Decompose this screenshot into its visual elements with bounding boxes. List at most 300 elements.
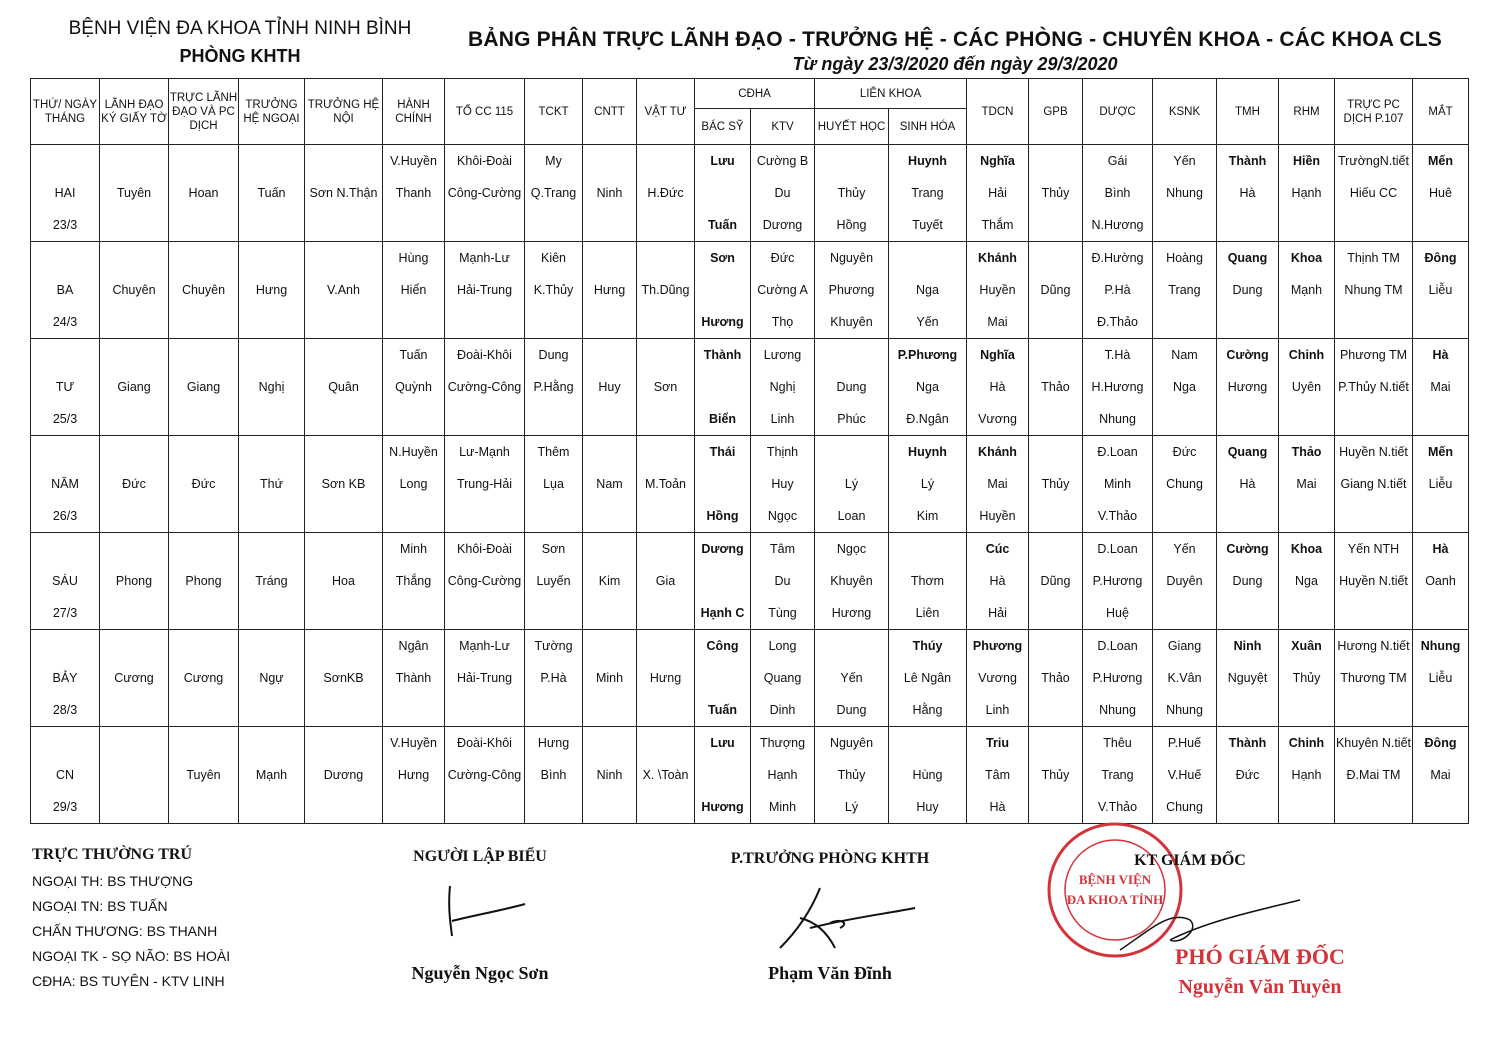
cell-name: Hùng — [912, 768, 943, 782]
cell-name: Thêm — [537, 445, 570, 459]
cell-name: Khánh — [978, 251, 1017, 265]
cell-name: Dung — [836, 380, 867, 394]
deputy-block — [1150, 944, 1370, 999]
cell-name — [695, 375, 750, 399]
cell-name: Liễu — [1428, 283, 1453, 297]
cell-name: Chinh — [1288, 348, 1325, 362]
table-cell — [1029, 436, 1083, 533]
cell-name — [169, 310, 238, 334]
cell-name — [637, 246, 694, 270]
cell-name: Khuyên N.tiết — [1335, 736, 1412, 750]
cell-name: Phúc — [837, 412, 866, 426]
cell-name: Quân — [328, 380, 359, 394]
spacer — [31, 149, 99, 173]
cell-name: Yến NTH — [1347, 542, 1400, 556]
col-bac-sy: BÁC SỸ — [695, 109, 751, 145]
cell-name — [305, 698, 382, 722]
table-cell — [889, 436, 967, 533]
table-cell — [1413, 533, 1469, 630]
col-ksnk: KSNK — [1153, 79, 1217, 145]
table-cell — [1335, 630, 1413, 727]
cell-name: X. \Toàn — [642, 768, 689, 782]
cell-name: Cường — [1226, 542, 1269, 556]
cell-name — [583, 310, 636, 334]
cell-name: Q.Trang — [530, 186, 577, 200]
cell-name: Hải-Trung — [456, 671, 513, 685]
cell-name — [305, 634, 382, 658]
cell-name: Huyền N.tiết — [1339, 574, 1408, 588]
cell-name — [100, 343, 168, 367]
cell-name: Ngân — [398, 639, 429, 653]
cell-name — [637, 634, 694, 658]
table-cell — [1083, 436, 1153, 533]
cell-name — [305, 246, 382, 270]
cell-name: Nhung — [1099, 703, 1136, 717]
cell-name: Sơn — [653, 380, 678, 394]
table-cell — [583, 727, 637, 824]
cell-name: Khôi-Đoài — [457, 542, 512, 556]
cell-name: Hà — [1239, 186, 1256, 200]
cell-name — [445, 601, 524, 625]
cell-name: Gia — [655, 574, 676, 588]
cell-name: Hương — [701, 315, 744, 329]
cell-name — [695, 181, 750, 205]
table-cell — [583, 533, 637, 630]
cell-name: Nhung — [1166, 186, 1203, 200]
day-day: NĂM — [51, 477, 79, 491]
cell-name: Hà — [1432, 348, 1449, 362]
table-cell — [695, 242, 751, 339]
cell-name — [1413, 310, 1468, 334]
cell-name: K.Thủy — [533, 283, 574, 297]
cell-name: Phương — [828, 283, 875, 297]
table-cell — [305, 339, 383, 436]
cell-name: Hương — [831, 606, 872, 620]
cell-name: Thảo — [1041, 380, 1070, 394]
cell-name: Hạnh — [1291, 186, 1322, 200]
cell-name — [1029, 149, 1082, 173]
cell-name — [1029, 246, 1082, 270]
cell-name: Hà — [989, 380, 1006, 394]
cell-name: Đ.Hường — [1091, 251, 1144, 265]
table-cell — [583, 145, 637, 242]
table-cell — [445, 436, 525, 533]
resident-duty-item: CĐHA: BS TUYÊN - KTV LINH — [32, 973, 225, 989]
table-cell — [637, 630, 695, 727]
cell-name: Huệ — [1106, 606, 1129, 620]
table-cell — [751, 436, 815, 533]
cell-name — [1279, 698, 1334, 722]
cell-name: Tâm — [770, 542, 795, 556]
table-cell — [1413, 339, 1469, 436]
svg-text:ĐA KHOA TỈNH: ĐA KHOA TỈNH — [1066, 892, 1164, 907]
cell-name: Cường — [1226, 348, 1269, 362]
table-cell — [1279, 533, 1335, 630]
cell-name — [100, 504, 168, 528]
cell-name — [1335, 310, 1412, 334]
cell-name: Thảo — [1041, 671, 1070, 685]
cell-name: Thanh — [395, 186, 432, 200]
cell-name: Sơn — [710, 251, 735, 265]
table-cell — [239, 533, 305, 630]
cell-name: Thành — [1228, 154, 1267, 168]
cell-name — [100, 537, 168, 561]
cell-name: Hương — [701, 800, 744, 814]
table-cell — [583, 630, 637, 727]
cell-name: Mai — [1296, 477, 1317, 491]
cell-name: Hương — [1227, 380, 1268, 394]
table-cell — [637, 242, 695, 339]
cell-name: Thượng — [759, 736, 806, 750]
cell-name: Loan — [837, 509, 866, 523]
cell-name: Lương — [763, 348, 802, 362]
cell-name: Cường-Công — [447, 380, 522, 394]
day-day: SÁU — [52, 574, 78, 588]
table-cell — [525, 436, 583, 533]
date-range: Từ ngày 23/3/2020 đến ngày 29/3/2020 — [792, 54, 1118, 74]
cell-name — [169, 246, 238, 270]
table-cell — [239, 630, 305, 727]
col-ktv: KTV — [751, 109, 815, 145]
cell-name: Xuân — [1291, 639, 1322, 653]
cell-name — [239, 407, 304, 431]
day-date: 24/3 — [52, 315, 78, 329]
cell-name: Đ.Ngân — [906, 412, 949, 426]
cell-name — [239, 634, 304, 658]
cell-name: Hạnh — [1291, 768, 1322, 782]
table-cell — [751, 145, 815, 242]
cell-name: D.Loan — [1097, 639, 1138, 653]
cell-name: Lư-Mạnh — [459, 445, 510, 459]
cell-name — [383, 407, 444, 431]
cell-name: Mai — [1430, 380, 1451, 394]
col-duoc: DƯỢC — [1083, 79, 1153, 145]
cell-name — [1279, 213, 1334, 237]
svg-text:BỆNH VIỆN: BỆNH VIỆN — [1078, 872, 1152, 887]
vice-head-signature — [740, 868, 920, 958]
cell-name — [383, 504, 444, 528]
maker-signature-block — [390, 848, 570, 984]
col-day: THỨ/ NGÀY THÁNG — [31, 79, 100, 145]
cell-name: Thịnh — [766, 445, 799, 459]
cell-name: Uyên — [1291, 380, 1322, 394]
table-cell — [751, 242, 815, 339]
cell-name: P.Phương — [897, 348, 958, 362]
cell-name — [637, 407, 694, 431]
table-cell — [383, 436, 445, 533]
cell-name — [637, 213, 694, 237]
cell-name — [169, 731, 238, 755]
cell-name: Vương — [978, 412, 1017, 426]
cell-name — [583, 537, 636, 561]
cell-name: V.Anh — [327, 283, 360, 297]
day-date: 27/3 — [52, 606, 78, 620]
cell-name: Phong — [115, 574, 153, 588]
table-cell — [1217, 727, 1279, 824]
cell-name — [239, 440, 304, 464]
table-cell — [1217, 242, 1279, 339]
cell-name — [445, 698, 524, 722]
spacer — [31, 246, 99, 270]
table-cell — [815, 242, 889, 339]
cell-name: Gái — [1107, 154, 1128, 168]
cell-name: Huy — [598, 380, 621, 394]
col-tckt: TCKT — [525, 79, 583, 145]
cell-name: V.Huyền — [390, 736, 437, 750]
cell-name — [383, 601, 444, 625]
cell-name — [305, 504, 382, 528]
table-cell — [100, 533, 169, 630]
table-row — [31, 630, 1469, 727]
cell-name — [100, 634, 168, 658]
cell-name: Đức — [1172, 445, 1197, 459]
roster-body — [31, 145, 1469, 824]
cell-name — [1029, 343, 1082, 367]
cell-name: Du — [774, 186, 791, 200]
cell-name — [169, 440, 238, 464]
col-to-cc: TỔ CC 115 — [445, 79, 525, 145]
director-prefix: KT — [1134, 852, 1157, 869]
col-truong-he-ngoai: TRƯỞNG HỆ NGOẠI — [239, 79, 305, 145]
table-cell — [239, 339, 305, 436]
cell-name — [239, 537, 304, 561]
cell-name: Mai — [1430, 768, 1451, 782]
table-cell — [1217, 145, 1279, 242]
cell-name — [383, 310, 444, 334]
cell-name: Đức — [1235, 768, 1260, 782]
cell-name — [169, 601, 238, 625]
cell-name: Hiền — [1292, 154, 1321, 168]
cell-name — [695, 472, 750, 496]
cell-name: Thành — [1228, 736, 1267, 750]
cell-name: Hà — [1432, 542, 1449, 556]
table-cell — [695, 533, 751, 630]
cell-name — [695, 569, 750, 593]
table-cell — [169, 242, 239, 339]
cell-name: Tuyên — [186, 768, 221, 782]
cell-name: V.Thảo — [1097, 509, 1138, 523]
cell-name — [695, 666, 750, 690]
cell-name: Dũng — [1040, 574, 1071, 588]
cell-name: Nghị — [258, 380, 285, 394]
cell-name: Đức — [122, 477, 146, 491]
table-cell — [169, 436, 239, 533]
cell-name — [1153, 407, 1216, 431]
cell-name: Lê Ngân — [903, 671, 952, 685]
cell-name — [583, 504, 636, 528]
cell-name: Ngự — [259, 671, 284, 685]
table-cell — [1335, 727, 1413, 824]
cell-name: Hiển — [400, 283, 427, 297]
cell-name: Oanh — [1425, 574, 1456, 588]
cell-name: Dung — [1232, 574, 1263, 588]
cell-name: Chuyên — [181, 283, 226, 297]
cell-name: D.Loan — [1097, 542, 1138, 556]
cell-name: Sơn N.Thận — [309, 186, 378, 200]
cell-name: Huy — [771, 477, 794, 491]
table-cell — [583, 242, 637, 339]
cell-name — [815, 440, 888, 464]
cell-name: Hạnh C — [700, 606, 745, 620]
table-cell — [445, 533, 525, 630]
cell-name: Trang — [1101, 768, 1134, 782]
cell-name: Đông — [1424, 251, 1457, 265]
cell-name — [583, 795, 636, 819]
col-huyet-hoc: HUYẾT HỌC — [815, 109, 889, 145]
cell-name: Hưng — [593, 283, 626, 297]
col-truong-he-noi: TRƯỞNG HỆ NỘI — [305, 79, 383, 145]
cell-name — [1029, 310, 1082, 334]
cell-name — [305, 731, 382, 755]
cell-name — [889, 731, 966, 755]
cell-name: Đông — [1424, 736, 1457, 750]
table-cell — [239, 727, 305, 824]
cell-name: Đức — [191, 477, 216, 491]
department-name: PHÒNG KHTH — [179, 46, 301, 66]
table-cell — [445, 339, 525, 436]
cell-name: Nam — [596, 477, 623, 491]
cell-name — [695, 763, 750, 787]
table-cell — [305, 145, 383, 242]
cell-name: H.Đức — [647, 186, 684, 200]
cell-name: Khuyên — [830, 315, 873, 329]
cell-name: Bình — [540, 768, 567, 782]
table-cell — [1083, 630, 1153, 727]
day-day: TƯ — [55, 380, 75, 394]
table-cell — [815, 436, 889, 533]
cell-name: Hưng — [397, 768, 430, 782]
cell-name: Nhung — [1166, 703, 1203, 717]
cell-name — [525, 407, 582, 431]
table-cell — [1083, 242, 1153, 339]
table-cell — [751, 533, 815, 630]
table-cell — [169, 727, 239, 824]
cell-name: Tuấn — [257, 186, 286, 200]
cell-name — [305, 213, 382, 237]
cell-name: Luyến — [536, 574, 571, 588]
day-date: 25/3 — [52, 412, 78, 426]
table-cell — [525, 145, 583, 242]
cell-name: Ngọc — [767, 509, 798, 523]
table-cell — [1029, 533, 1083, 630]
cell-name — [383, 698, 444, 722]
cell-name: Thương TM — [1340, 671, 1407, 685]
cell-name: P.Hương — [1092, 671, 1143, 685]
cell-name: Tuấn — [399, 348, 428, 362]
cell-name: Nga — [916, 380, 939, 394]
cell-name: Hồng — [836, 218, 867, 232]
cell-name: Khoa — [1290, 542, 1323, 556]
table-cell — [383, 727, 445, 824]
cell-name: Thêu — [1103, 736, 1132, 750]
table-cell — [1217, 630, 1279, 727]
day-cell — [31, 436, 100, 533]
cell-name — [889, 537, 966, 561]
table-cell — [1083, 727, 1153, 824]
hospital-name: BỆNH VIỆN ĐA KHOA TỈNH NINH BÌNH — [68, 18, 412, 39]
table-cell — [695, 436, 751, 533]
table-cell — [305, 727, 383, 824]
table-cell — [695, 727, 751, 824]
table-cell — [1153, 145, 1217, 242]
cell-name — [583, 407, 636, 431]
cell-name — [169, 343, 238, 367]
table-cell — [383, 242, 445, 339]
cell-name: Thủy — [837, 768, 866, 782]
cell-name: Huyền — [979, 283, 1016, 297]
table-cell — [1029, 242, 1083, 339]
table-cell — [1217, 533, 1279, 630]
cell-name — [1217, 601, 1278, 625]
cell-name — [1153, 504, 1216, 528]
table-cell — [583, 436, 637, 533]
cell-name: Trang — [1168, 283, 1201, 297]
cell-name: Dương — [762, 218, 803, 232]
table-cell — [1029, 339, 1083, 436]
cell-name: Thủy — [1041, 477, 1070, 491]
cell-name: Khôi-Đoài — [457, 154, 512, 168]
cell-name — [100, 310, 168, 334]
cell-name: Hưng — [255, 283, 288, 297]
cell-name — [1413, 504, 1468, 528]
cell-name — [100, 698, 168, 722]
vice-head-signature-block — [715, 850, 945, 984]
cell-name: Kiên — [540, 251, 567, 265]
cell-name — [305, 343, 382, 367]
cell-name — [100, 213, 168, 237]
cell-name: Minh — [399, 542, 428, 556]
cell-name — [239, 343, 304, 367]
col-lanh-dao: LÃNH ĐẠO KÝ GIẤY TỜ — [100, 79, 169, 145]
cell-name: Lý — [844, 800, 859, 814]
vice-head-name: Phạm Văn Đĩnh — [768, 963, 892, 983]
table-cell — [445, 242, 525, 339]
cell-name — [583, 440, 636, 464]
cell-name: Mạnh — [1290, 283, 1323, 297]
cell-name — [169, 795, 238, 819]
cell-name: Hưng — [537, 736, 570, 750]
cell-name: Hạnh — [767, 768, 798, 782]
table-cell — [815, 145, 889, 242]
cell-name — [1029, 213, 1082, 237]
cell-name — [383, 213, 444, 237]
cell-name: My — [545, 154, 562, 168]
cell-name — [637, 504, 694, 528]
cell-name: Tuyên — [116, 186, 152, 200]
table-cell — [1335, 145, 1413, 242]
resident-duty-item: CHẤN THƯƠNG: BS THANH — [32, 923, 218, 939]
cell-name — [169, 149, 238, 173]
cell-name: Tráng — [255, 574, 288, 588]
cell-name: Thảo — [1291, 445, 1322, 459]
cell-name: Chung — [1166, 800, 1203, 814]
table-cell — [1413, 436, 1469, 533]
table-cell — [1279, 727, 1335, 824]
cell-name: Quang — [763, 671, 802, 685]
cell-name: P.Hương — [1092, 574, 1143, 588]
cell-name — [100, 601, 168, 625]
table-cell — [1153, 242, 1217, 339]
table-cell — [815, 727, 889, 824]
cell-name: Nhung TM — [1344, 283, 1403, 297]
col-mat: MẮT — [1413, 79, 1469, 145]
table-cell — [751, 339, 815, 436]
table-cell — [305, 533, 383, 630]
cell-name — [100, 246, 168, 270]
spacer — [31, 537, 99, 561]
col-sinh-hoa: SINH HÓA — [889, 109, 967, 145]
table-cell — [815, 533, 889, 630]
